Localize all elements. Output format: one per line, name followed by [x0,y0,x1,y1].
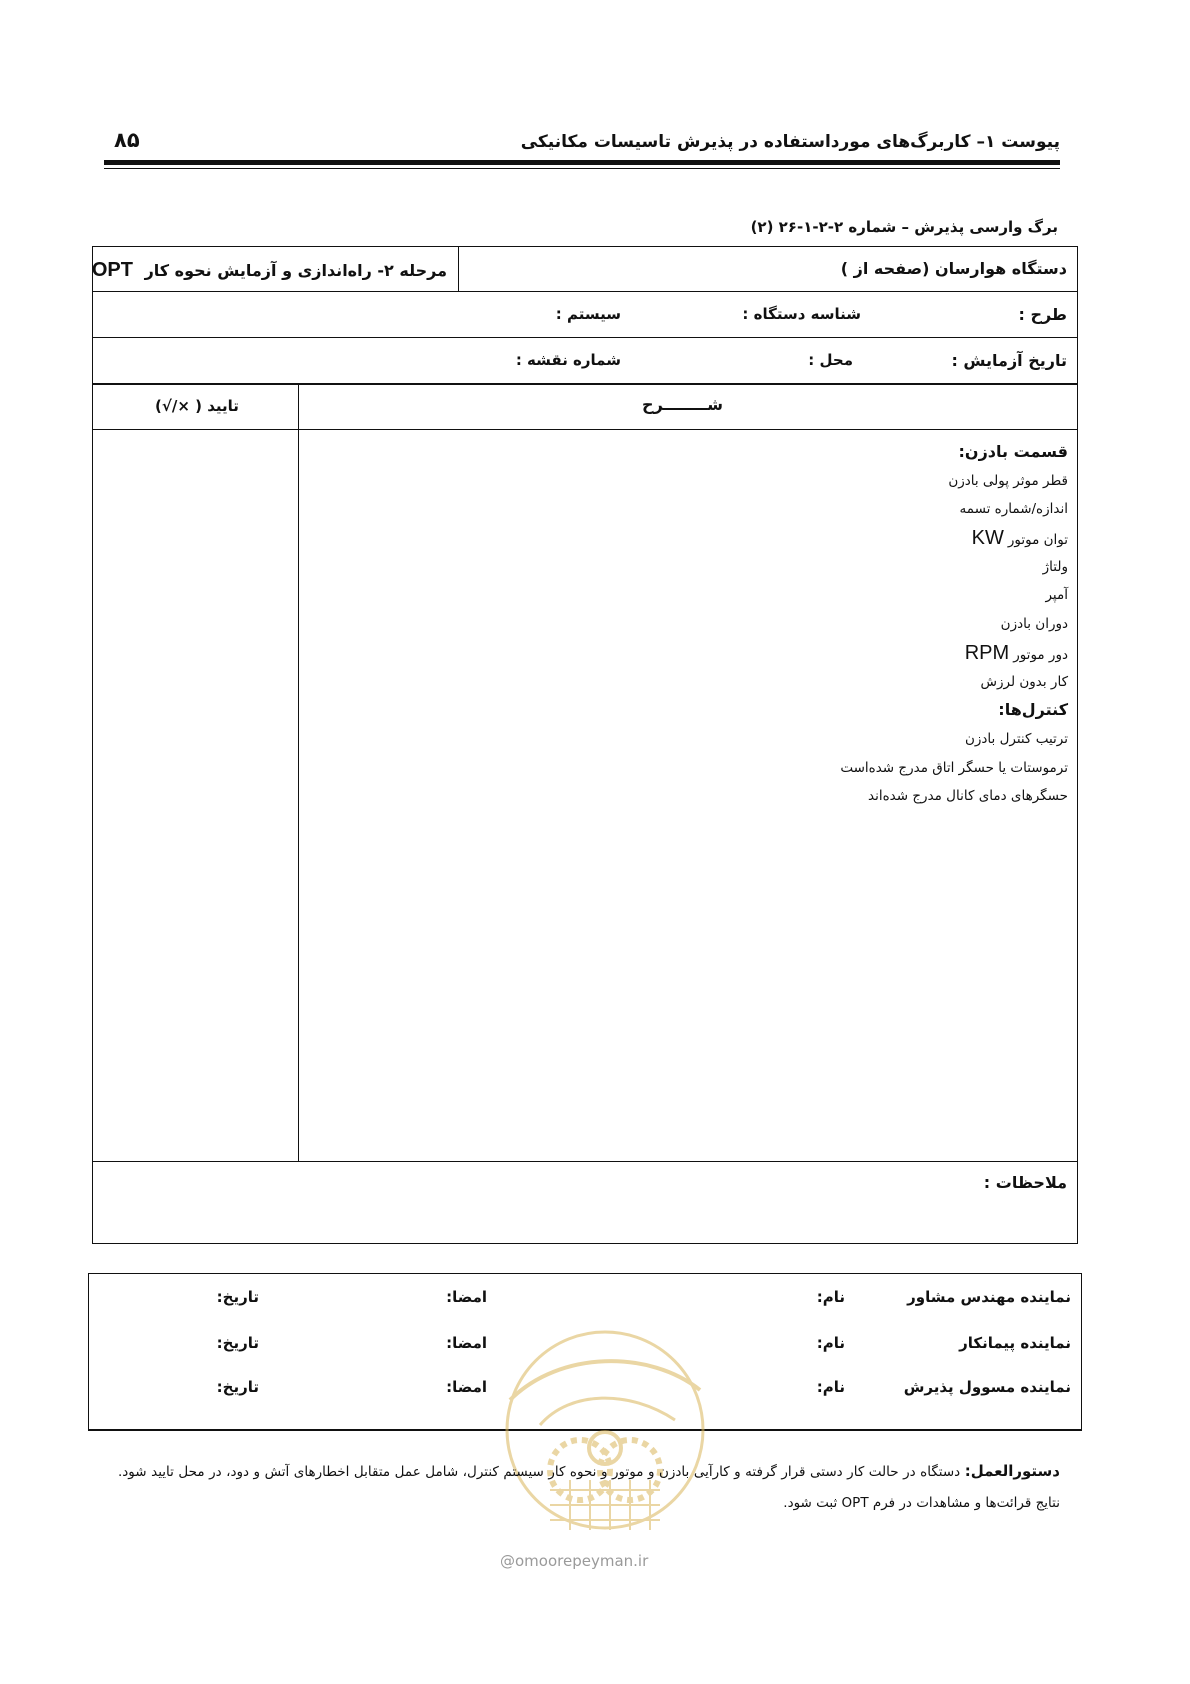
name-label: نام: [816,1378,845,1396]
stage-opt: OPT [91,259,133,281]
name-label: نام: [816,1288,845,1306]
device-id-label: شناسه دستگاه : [742,305,861,323]
header-rule-thin [104,168,1060,169]
description-item-text: ولتاژ [1042,558,1068,575]
signature-label: امضا: [446,1378,487,1396]
description-item [840,467,1068,496]
instructions [118,1456,1060,1519]
description-item-text: قسمت بادزن: [958,442,1068,461]
form-divider [93,383,1077,385]
date-label: تاریخ: [216,1334,259,1352]
signature-role: نماینده پیمانکار [959,1334,1071,1352]
description-item-text: آمپر [1045,587,1068,604]
description-item [840,610,1068,639]
description-item-text: کار بدون لرزش [980,673,1068,690]
description-item [840,495,1068,524]
description-item-text: ترتیب کنترل بادزن [964,730,1068,747]
watermark-url: @omoorepeyman.ir [500,1552,649,1570]
description-item-text: اندازه/شماره تسمه [959,501,1068,518]
form-divider [93,429,1077,430]
instructions-text: دستگاه در حالت کار دستی قرار گرفته و کارآیی بادزن و موتور و نحوه کار سیستم کنترل، شامل عمل متقابل اخطارهای آتش و دود، در محل تایید شود. نتایج قرائت‌ها و مشاهدات در فرم OPT ثبت شود. [118,1464,1060,1511]
drawing-number-label: شماره نقشه : [515,351,621,369]
signature-role: نماینده مهندس مشاور [907,1288,1071,1306]
description-section-heading [840,438,1068,467]
form-divider [93,1161,1077,1162]
approval-column-header: تایید ( ×/√) [155,397,239,415]
signature-role: نماینده مسوول پذیرش [903,1378,1071,1396]
device-title: دستگاه هوارسان (صفحه از ) [840,259,1067,278]
description-item [840,639,1068,668]
stage-cell-divider [458,247,459,291]
system-label: سیستم : [555,305,621,323]
description-item-text: قطر موثر پولی بادزن [948,472,1068,489]
description-item [840,725,1068,754]
form-divider [93,337,1077,338]
description-item-text: حسگرهای دمای کانال مدرج شده‌اند [867,788,1068,805]
signature-row [89,1288,1081,1312]
description-item-unit: RPM [964,641,1010,664]
form-caption: برگ وارسی پذیرش – شماره ۲-۲-۱-۲۶ (۲) [750,218,1058,236]
stage-label [92,259,447,282]
date-label: تاریخ: [216,1378,259,1396]
description-item [840,581,1068,610]
test-date-label: تاریخ آزمایش : [951,351,1067,370]
description-item [840,553,1068,582]
description-list [840,438,1068,811]
description-item [840,524,1068,553]
description-item-text: کنترل‌ها: [998,700,1068,720]
description-item-text: دوران بادزن [1000,616,1068,633]
signature-label: امضا: [446,1334,487,1352]
header-title: پیوست ۱– کاربرگ‌های مورداستفاده در پذیرش تاسیسات مکانیکی [520,132,1060,152]
date-label: تاریخ: [216,1288,259,1306]
description-item-text: ترموستات یا حسگر اتاق مدرج شده‌است [840,759,1068,776]
description-item-text: دور موتور [1013,646,1068,663]
header-rule-thick [104,160,1060,165]
signature-label: امضا: [446,1288,487,1306]
description-column-header: شــــــــرح [642,395,723,414]
description-item [840,782,1068,811]
description-item-unit: KW [971,527,1004,550]
approval-column-divider [298,383,299,1161]
name-label: نام: [816,1334,845,1352]
description-item [840,668,1068,697]
description-item-text: توان موتور [1007,532,1068,549]
location-label: محل : [808,351,853,369]
instructions-label: دستورالعمل: [964,1462,1060,1480]
remarks-label: ملاحظات : [983,1173,1067,1192]
description-section-heading [840,696,1068,725]
description-item [840,754,1068,783]
page-number: ۸۵ [114,128,140,152]
plan-label: طرح : [1018,305,1067,324]
stage-label-text: مرحله ۲- راه‌اندازی و آزمایش نحوه کار [144,261,447,280]
form-divider [93,291,1077,292]
